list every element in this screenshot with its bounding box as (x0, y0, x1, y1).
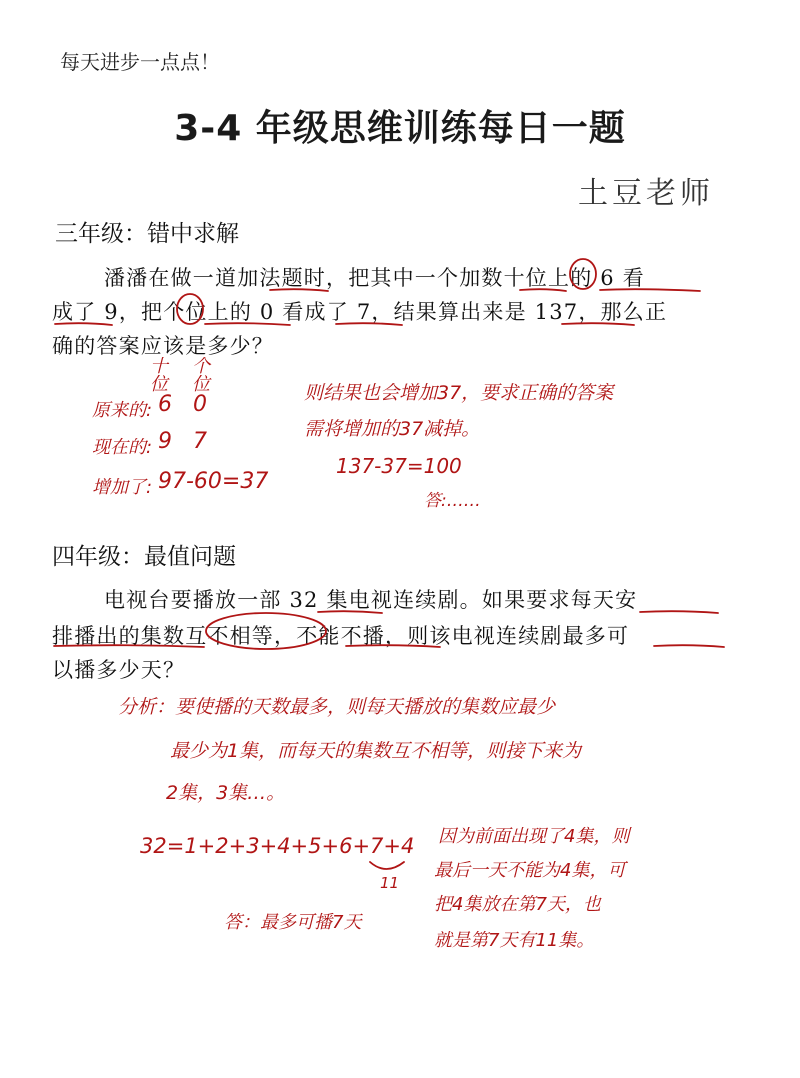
hand-increase-value: 97-60=37 (158, 469, 269, 494)
grade3-problem-line-1: 潘潘在做一道加法题时，把其中一个加数十位上的 6 看 (104, 266, 645, 290)
hand-increase-label: 增加了: (92, 477, 153, 498)
grade3-problem-line-3: 确的答案应该是多少？ (52, 334, 274, 358)
underline-mark (654, 645, 724, 647)
grade4-problem-line-1: 电视台要播放一部 32 集电视连续剧。如果要求每天安 (104, 588, 638, 612)
page-title: 3-4 年级思维训练每日一题 (174, 108, 626, 149)
grade4-problem-line-2: 排播出的集数互不相等，不能不播，则该电视连续剧最多可 (52, 624, 630, 648)
hand-sum-note: 11 (380, 874, 400, 892)
hand-note-1: 因为前面出现了4集，则 (438, 826, 630, 847)
bracket-mark (370, 862, 404, 869)
hand-note-2: 最后一天不能为4集，可 (434, 860, 626, 881)
hand-explanation-1: 则结果也会增加37，要求正确的答案 (304, 382, 614, 404)
hand-col-ones: 个位 (192, 356, 210, 395)
hand-note-3: 把4集放在第7天，也 (434, 894, 601, 915)
circle-mark (177, 294, 203, 324)
circle-mark (206, 613, 326, 649)
hand-analysis-3: 2集，3集…。 (166, 782, 286, 804)
hand-original-label: 原来的: (92, 400, 153, 421)
hand-calc: 137-37=100 (336, 454, 462, 478)
underline-mark (600, 289, 700, 291)
underline-mark (562, 323, 634, 325)
hand-explanation-2: 需将增加的37减掉。 (304, 418, 481, 440)
hand-analysis-1: 分析：要使播的天数最多，则每天播放的集数应最少 (118, 696, 556, 718)
circle-mark (570, 259, 596, 289)
underline-mark (318, 611, 382, 613)
hand-answer-4: 答：最多可播7天 (224, 912, 362, 933)
motto: 每天进步一点点！ (60, 50, 220, 74)
underline-mark (346, 645, 440, 647)
hand-analysis-2: 最少为1集，而每天的集数互不相等，则接下来为 (170, 740, 582, 762)
underline-mark (640, 611, 718, 613)
hand-now-label: 现在的: (92, 437, 153, 458)
underline-mark (54, 645, 204, 647)
grade4-problem-line-3: 以播多少天？ (52, 658, 186, 682)
hand-answer-3: 答:…… (424, 491, 481, 511)
hand-note-4: 就是第7天有11集。 (434, 930, 595, 951)
underline-mark (205, 323, 290, 325)
underline-mark (270, 289, 328, 291)
hand-col-tens: 十位 (150, 356, 168, 395)
grade3-problem-line-2: 成了 9，把个位上的 0 看成了 7，结果算出来是 137，那么正 (52, 300, 668, 324)
underline-mark (520, 289, 566, 291)
hand-original-value: 6 0 (158, 392, 207, 417)
hand-equation: 32=1+2+3+4+5+6+7+4 (140, 834, 415, 858)
underline-mark (336, 323, 402, 325)
hand-now-value: 9 7 (158, 429, 207, 454)
underline-mark (55, 323, 112, 325)
grade3-heading: 三年级：错中求解 (55, 221, 239, 247)
grade4-heading: 四年级：最值问题 (52, 544, 236, 570)
teacher-name: 土豆老师 (578, 176, 714, 211)
